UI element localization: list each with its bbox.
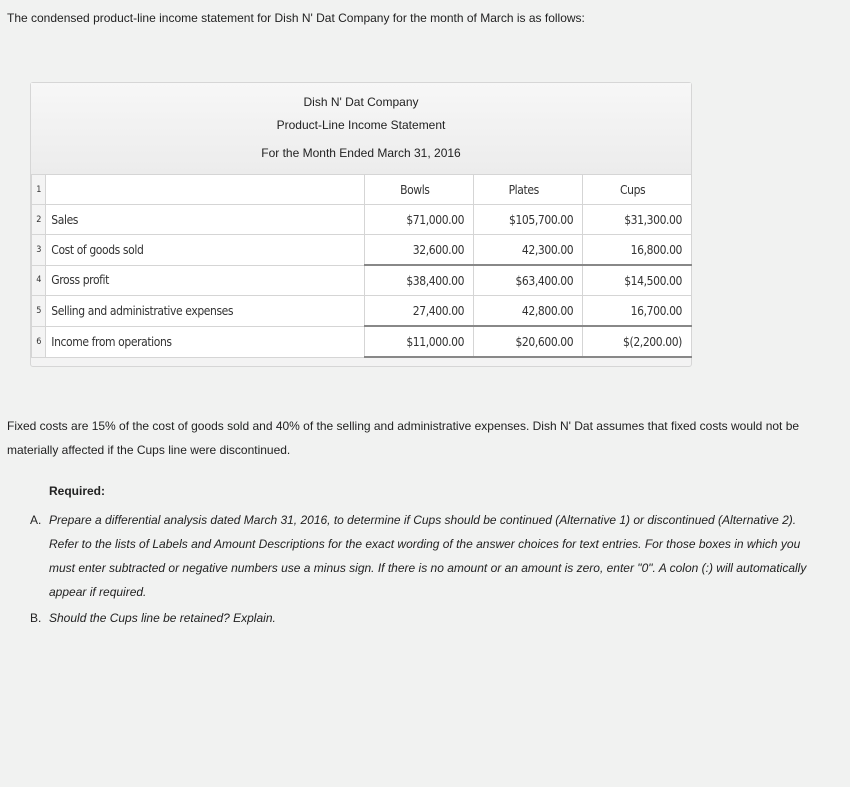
table-row: [32, 326, 692, 357]
row-label: Cost of goods sold: [46, 235, 365, 266]
item-marker: B.: [30, 611, 42, 625]
cell-cups: $31,300.00: [583, 205, 692, 235]
statement-header: [31, 83, 691, 174]
required-item-b: [30, 606, 820, 630]
table-row: [32, 235, 692, 266]
row-label: Income from operations: [46, 326, 365, 357]
company-name: Dish N' Dat Company: [303, 95, 419, 109]
row-label: Gross profit: [46, 265, 365, 296]
statement-table: [31, 174, 692, 358]
row-label: Sales: [46, 205, 365, 235]
cell-plates: $63,400.00: [474, 265, 583, 296]
row-number: 1: [32, 175, 46, 205]
cell-plates: 42,800.00: [474, 296, 583, 327]
item-text: Prepare a differential analysis dated March 31, 2016, to determine if Cups should be continued (Alternative 1) or discontinued (Alternative 2). Refer to the lists of Labels and Amount Descriptions for the exact wording of the answer choices for text entries. For those boxes in which you must enter subtracted or negative numbers use a minus sign. If there is no amount or an amount is zero, enter "0". A colon (:) will automatically appear if required.: [49, 513, 807, 599]
table-row: [32, 296, 692, 327]
row-label: Selling and administrative expenses: [46, 296, 365, 327]
statement-period: For the Month Ended March 31, 2016: [261, 146, 461, 160]
fixed-costs-note: Fixed costs are 15% of the cost of goods sold and 40% of the selling and administrative expenses. Dish N' Dat assumes that fixed costs would not be materially affected if the Cups line were discontinued.: [7, 419, 800, 457]
row-number: 3: [32, 235, 46, 266]
table-row: [32, 175, 692, 205]
cell-bowls: 27,400.00: [365, 296, 474, 327]
row-number: 2: [32, 205, 46, 235]
column-header-plates: Plates: [474, 175, 583, 205]
column-header-bowls: Bowls: [365, 175, 474, 205]
row-number: 6: [32, 326, 46, 357]
cell-cups: $14,500.00: [583, 265, 692, 296]
cell-plates: $20,600.00: [474, 326, 583, 357]
required-title: Required:: [49, 484, 106, 498]
table-row: [32, 205, 692, 235]
row-number: 4: [32, 265, 46, 296]
cell-cups: 16,800.00: [583, 235, 692, 266]
intro-text: The condensed product-line income statement for Dish N' Dat Company for the month of March is as follows:: [7, 11, 585, 25]
table-row: [32, 265, 692, 296]
income-statement-sheet: [30, 82, 692, 367]
item-text: Should the Cups line be retained? Explain.: [49, 611, 276, 625]
row-number: 5: [32, 296, 46, 327]
cell-bowls: 32,600.00: [365, 235, 474, 266]
cell-plates: 42,300.00: [474, 235, 583, 266]
cell-bowls: $38,400.00: [365, 265, 474, 296]
cell-bowls: $71,000.00: [365, 205, 474, 235]
cell-cups: 16,700.00: [583, 296, 692, 327]
column-header-cups: Cups: [583, 175, 692, 205]
cell-plates: $105,700.00: [474, 205, 583, 235]
item-marker: A.: [30, 513, 42, 527]
required-list: [30, 508, 820, 632]
statement-title: Product-Line Income Statement: [276, 118, 446, 132]
cell-bowls: $11,000.00: [365, 326, 474, 357]
row-label: [46, 175, 365, 205]
cell-cups: $(2,200.00): [583, 326, 692, 357]
required-item-a: [30, 508, 820, 604]
